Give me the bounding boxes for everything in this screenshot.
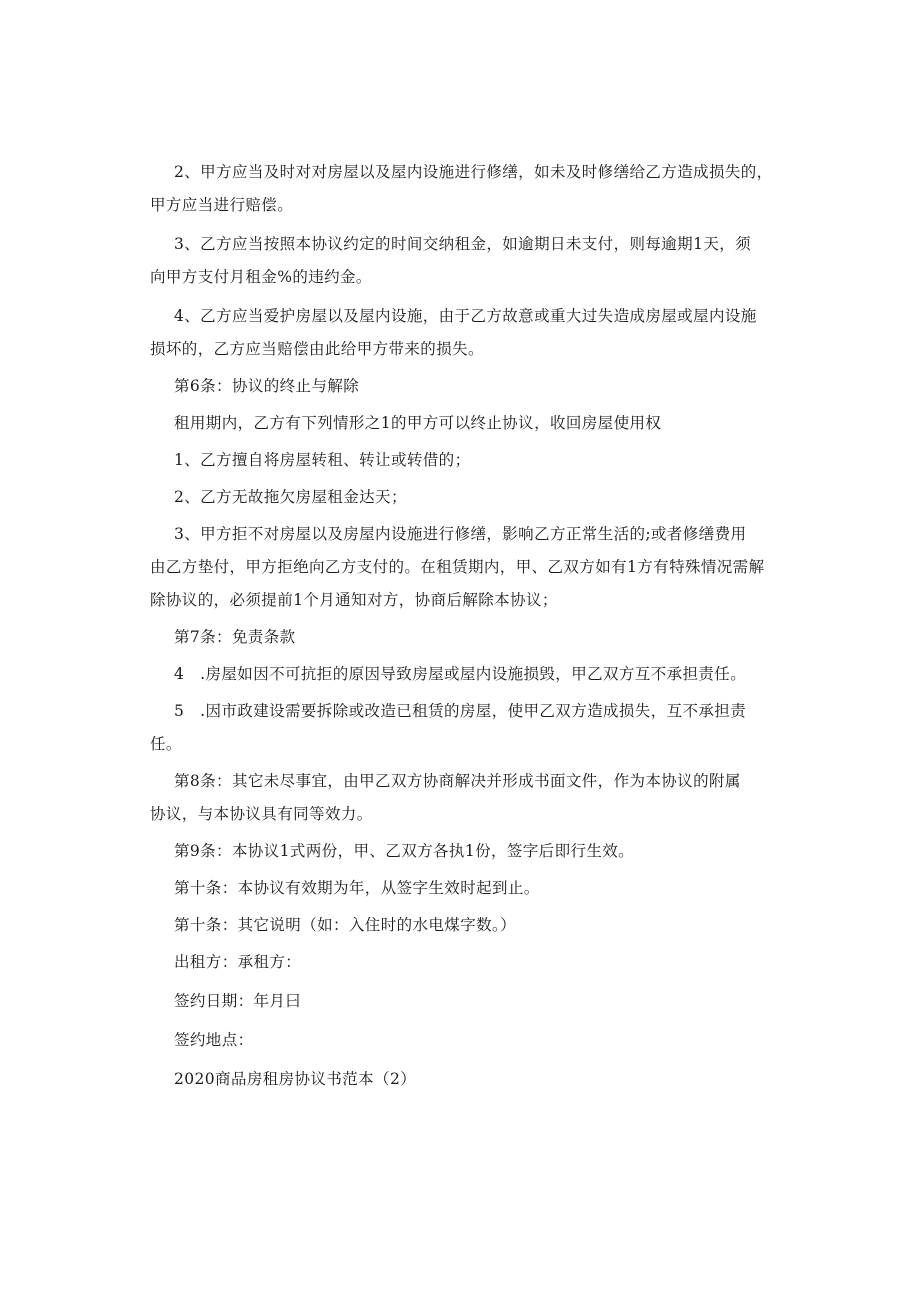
- section-article-10: [0, 872, 920, 905]
- text-line: 协议，与本协议具有同等效力。: [150, 805, 373, 823]
- paragraph-clause-4: [0, 300, 920, 366]
- text-line: 3、乙方应当按照本协议约定的时间交纳租金，如逾期日未支付，则每逾期1天，须: [174, 235, 752, 253]
- signature-parties: [0, 946, 920, 979]
- text-line: 由乙方垫付，甲方拒绝向乙方支付的。在租赁期内，甲、乙双方如有1方有特殊情况需解: [150, 558, 765, 576]
- text-line: 2、乙方无故拖欠房屋租金达天；: [174, 488, 407, 506]
- text-line: 2、甲方应当及时对对房屋以及屋内设施进行修缮，如未及时修缮给乙方造成损失的，: [174, 163, 773, 181]
- paragraph-exemption-item-4: [0, 658, 920, 691]
- paragraph-termination-item-1: [0, 444, 920, 477]
- text-line: 2020商品房租房协议书范本（2）: [174, 1070, 417, 1088]
- text-line: 第6条：协议的终止与解除: [174, 377, 360, 395]
- signature-date: [0, 985, 920, 1018]
- text-line: 签约日期：年月曰: [174, 992, 302, 1010]
- paragraph-termination-item-2: [0, 481, 920, 514]
- text-line: 3、甲方拒不对房屋以及房屋内设施进行修缮，影响乙方正常生活的;或者修缮费用: [174, 525, 747, 543]
- paragraph-exemption-item-5: [0, 695, 920, 761]
- section-article-9: [0, 835, 920, 868]
- text-line: 1、乙方擅自将房屋转租、转让或转借的；: [174, 451, 471, 469]
- document-title-next: [0, 1063, 920, 1096]
- text-line: 损坏的，乙方应当赔偿由此给甲方带来的损失。: [150, 340, 484, 358]
- text-line: 第9条：本协议1式两份，甲、乙双方各执1份，签字后即行生效。: [174, 842, 635, 860]
- section-article-10-other: [0, 909, 920, 942]
- text-line: 向甲方支付月租金%的违约金。: [150, 268, 372, 286]
- text-line: 4、乙方应当爱护房屋以及屋内设施，由于乙方故意或重大过失造成房屋或屋内设施: [174, 307, 757, 325]
- text-line: 第十条：其它说明（如：入住时的水电煤字数。）: [174, 916, 517, 934]
- text-line: 出租方：承租方：: [174, 953, 302, 971]
- text-line: 第十条：本协议有效期为年，从签字生效时起到止。: [174, 879, 540, 897]
- section-heading-article-7: [0, 621, 920, 654]
- text-line: 4 .房屋如因不可抗拒的原因导致房屋或屋内设施损毁，甲乙双方互不承担责任。: [174, 665, 747, 683]
- paragraph-clause-2: [0, 156, 920, 222]
- text-line: 除协议的，必须提前1个月通知对方，协商后解除本协议；: [150, 591, 558, 609]
- text-line: 第8条：其它未尽事宜，由甲乙双方协商解决并形成书面文件，作为本协议的附属: [174, 772, 741, 790]
- section-heading-article-6: [0, 370, 920, 403]
- text-line: 租用期内，乙方有下列情形之1的甲方可以终止协议，收回房屋使用权: [174, 414, 662, 432]
- paragraph-termination-intro: [0, 407, 920, 440]
- paragraph-termination-item-3: [0, 518, 920, 617]
- text-line: 签约地点：: [174, 1031, 254, 1049]
- text-line: 5 .因市政建设需要拆除或改造已租赁的房屋，使甲乙双方造成损失，互不承担责: [174, 702, 747, 720]
- text-line: 任。: [150, 735, 182, 753]
- paragraph-clause-3: [0, 228, 920, 294]
- signature-location: [0, 1024, 920, 1057]
- section-article-8: [0, 765, 920, 831]
- text-line: 甲方应当进行赔偿。: [150, 196, 294, 214]
- text-line: 第7条：免责条款: [174, 628, 296, 646]
